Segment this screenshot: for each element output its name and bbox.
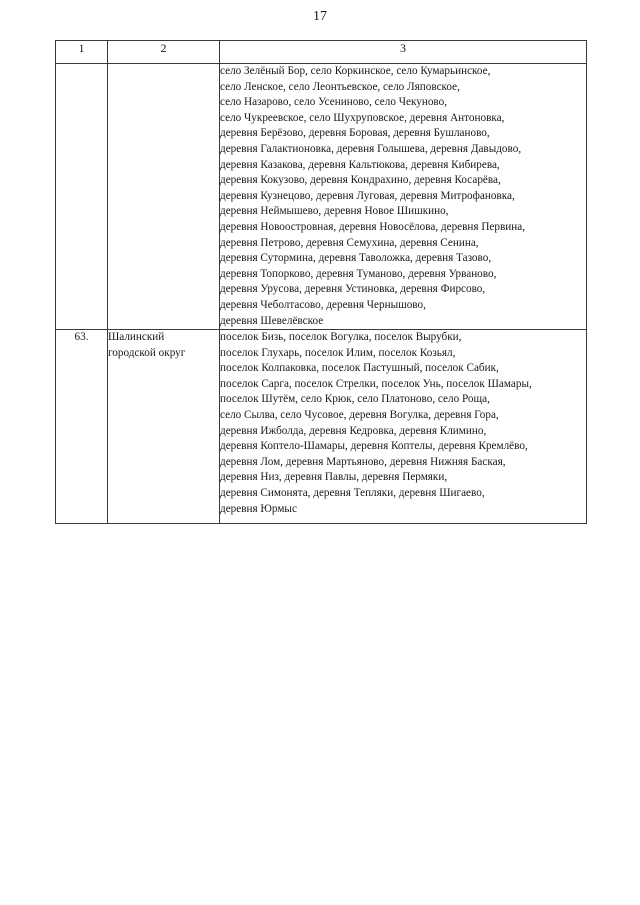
table-row [56, 64, 587, 330]
settlements-cell [220, 330, 587, 524]
settlement-line: деревня Казакова, деревня Кальтюкова, деревня Кибирева, [220, 158, 500, 171]
settlement-line: деревня Лом, деревня Мартьяново, деревня Нижняя Баская, [220, 455, 506, 468]
page-number: 17 [313, 9, 327, 24]
municipality-name-line: Шалинский [108, 331, 165, 344]
municipality-cell [108, 330, 220, 524]
settlement-line: деревня Чеболтасово, деревня Чернышово, [220, 298, 426, 311]
settlement-line: село Зелёный Бор, село Коркинское, село Кумарьинское, [220, 65, 491, 77]
table-row [56, 330, 587, 524]
settlement-line: деревня Кузнецово, деревня Луговая, деревня Митрофановка, [220, 189, 515, 202]
settlement-line: поселок Шутём, село Крюк, село Платоново, село Роща, [220, 393, 490, 406]
settlement-line: деревня Коптело-Шамары, деревня Коптелы, деревня Кремлёво, [220, 440, 528, 453]
settlement-line: поселок Бизь, поселок Вогулка, поселок Вырубки, [220, 331, 462, 344]
row-number-cell [56, 64, 108, 330]
settlement-line: поселок Глухарь, поселок Илим, поселок Козьял, [220, 346, 456, 359]
settlement-line: деревня Неймышево, деревня Новое Шишкино, [220, 205, 449, 218]
settlement-line: деревня Симонята, деревня Тепляки, деревня Шигаево, [220, 487, 485, 500]
column-header-1: 1 [56, 41, 108, 64]
settlement-line: деревня Топорково, деревня Туманово, деревня Урваново, [220, 267, 497, 280]
column-header-3: 3 [220, 41, 587, 64]
settlements-cell [220, 64, 587, 330]
municipality-name-line: городской округ [108, 346, 186, 359]
settlement-line: деревня Низ, деревня Павлы, деревня Пермяки, [220, 471, 448, 484]
table-header-row [56, 41, 587, 64]
settlement-line: село Назарово, село Усениново, село Чекуново, [220, 96, 448, 109]
settlements-table [55, 40, 587, 524]
settlement-line: деревня Галактионовка, деревня Голышева, деревня Давыдово, [220, 142, 522, 155]
settlement-line: деревня Кокузово, деревня Кондрахино, деревня Косарёва, [220, 174, 501, 187]
settlement-line: поселок Сарга, поселок Стрелки, поселок Унь, поселок Шамары, [220, 377, 532, 390]
settlement-line: деревня Юрмыс [220, 502, 297, 515]
settlement-line: село Ленское, село Леонтьевское, село Ляповское, [220, 80, 460, 93]
settlement-line: деревня Ижболда, деревня Кедровка, деревня Климино, [220, 424, 487, 437]
settlement-line: деревня Петрово, деревня Семухина, деревня Сенина, [220, 236, 479, 249]
settlement-line: село Чукреевское, село Шухруповское, деревня Антоновка, [220, 111, 505, 124]
settlement-line: деревня Новоостровная, деревня Новосёлова, деревня Первина, [220, 220, 525, 233]
settlement-line: деревня Берёзово, деревня Боровая, деревня Бушланово, [220, 127, 490, 140]
settlement-line: деревня Урусова, деревня Устиновка, деревня Фирсово, [220, 283, 486, 296]
settlement-line: деревня Шевелёвское [220, 314, 324, 327]
settlement-line: село Сылва, село Чусовое, деревня Вогулка, деревня Гора, [220, 409, 499, 422]
row-number-cell: 63. [56, 330, 108, 524]
column-header-2: 2 [108, 41, 220, 64]
municipality-cell [108, 64, 220, 330]
settlement-line: поселок Колпаковка, поселок Пастушный, поселок Сабик, [220, 362, 499, 375]
settlement-line: деревня Сутормина, деревня Таволожка, деревня Тазово, [220, 252, 492, 265]
